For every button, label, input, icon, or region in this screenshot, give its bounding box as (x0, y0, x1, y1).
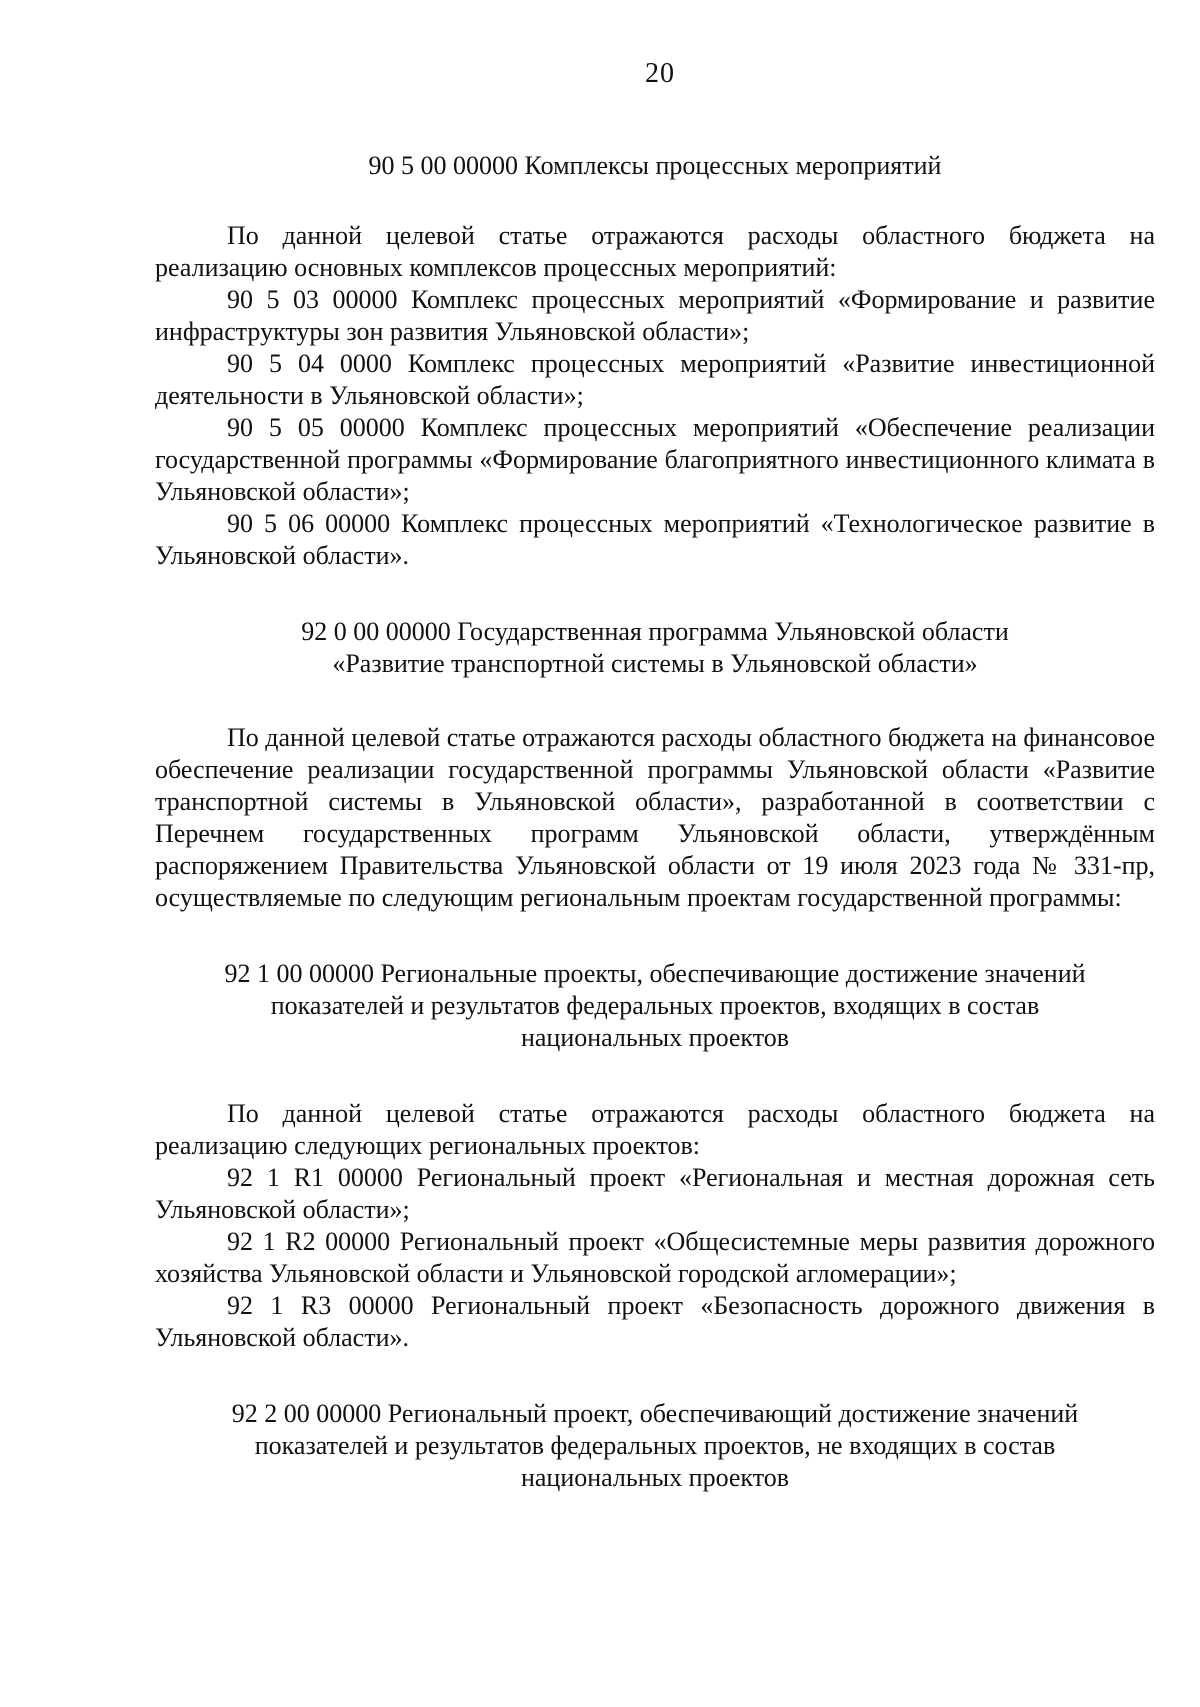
section-heading-line: «Развитие транспортной системы в Ульяновской области» (332, 649, 978, 678)
section-heading-line: показателей и результатов федеральных проектов, входящих в состав (270, 991, 1040, 1020)
paragraph: По данной целевой статье отражаются расходы областного бюджета на реализацию следующих региональных проектов: (155, 1099, 1155, 1160)
section-heading-line: показателей и результатов федеральных проектов, не входящих в состав (254, 1431, 1056, 1460)
paragraph: 90 5 04 0000 Комплекс процессных мероприятий «Развитие инвестиционной деятельности в Ульяновской области»; (155, 349, 1155, 410)
section-heading-line: национальных проектов (520, 1463, 790, 1492)
section-heading-line: 90 5 00 00000 Комплексы процессных мероприятий (368, 151, 942, 180)
section-heading (155, 616, 1155, 680)
paragraph: 92 1 R1 00000 Региональный проект «Региональная и местная дорожная сеть Ульяновской области»; (155, 1163, 1155, 1224)
section-heading (155, 1398, 1155, 1494)
paragraph: 90 5 05 00000 Комплекс процессных мероприятий «Обеспечение реализации государственной программы «Формирование благоприятного инвестиционного климата в Ульяновской области»; (155, 413, 1155, 506)
document-body (155, 150, 1155, 1494)
section-body (155, 1098, 1155, 1354)
page-number: 20 (645, 58, 675, 89)
section-heading-line: 92 0 00 00000 Государственная программа Ульяновской области (301, 617, 1009, 646)
paragraph: По данной целевой статье отражаются расходы областного бюджета на реализацию основных комплексов процессных мероприятий: (155, 221, 1155, 282)
section-heading-line: 92 1 00 00000 Региональные проекты, обеспечивающие достижение значений (224, 959, 1086, 988)
section-body (155, 220, 1155, 572)
paragraph: По данной целевой статье отражаются расходы областного бюджета на финансовое обеспечение реализации государственной программы Ульяновской области «Развитие транспортной системы в Ульяновской области», разработанной в соответствии с Перечнем государственных программ Ульяновской области, утверждённым распоряжением Правительства Ульяновской области от 19 июля 2023 года № 331-пр, осуществляемые по следующим региональным проектам государственной программы: (155, 723, 1155, 912)
paragraph: 92 1 R2 00000 Региональный проект «Общесистемные меры развития дорожного хозяйства Ульяновской области и Ульяновской городской агломерации»; (155, 1227, 1155, 1288)
section-heading (155, 150, 1155, 182)
paragraph: 90 5 06 00000 Комплекс процессных мероприятий «Технологическое развитие в Ульяновской области». (155, 509, 1155, 570)
section-heading-line: 92 2 00 00000 Региональный проект, обеспечивающий достижение значений (231, 1399, 1079, 1428)
section-heading (155, 958, 1155, 1054)
paragraph: 90 5 03 00000 Комплекс процессных мероприятий «Формирование и развитие инфраструктуры зон развития Ульяновской области»; (155, 285, 1155, 346)
section-body (155, 722, 1155, 914)
section-heading-line: национальных проектов (520, 1023, 790, 1052)
paragraph: 92 1 R3 00000 Региональный проект «Безопасность дорожного движения в Ульяновской области». (155, 1291, 1155, 1352)
